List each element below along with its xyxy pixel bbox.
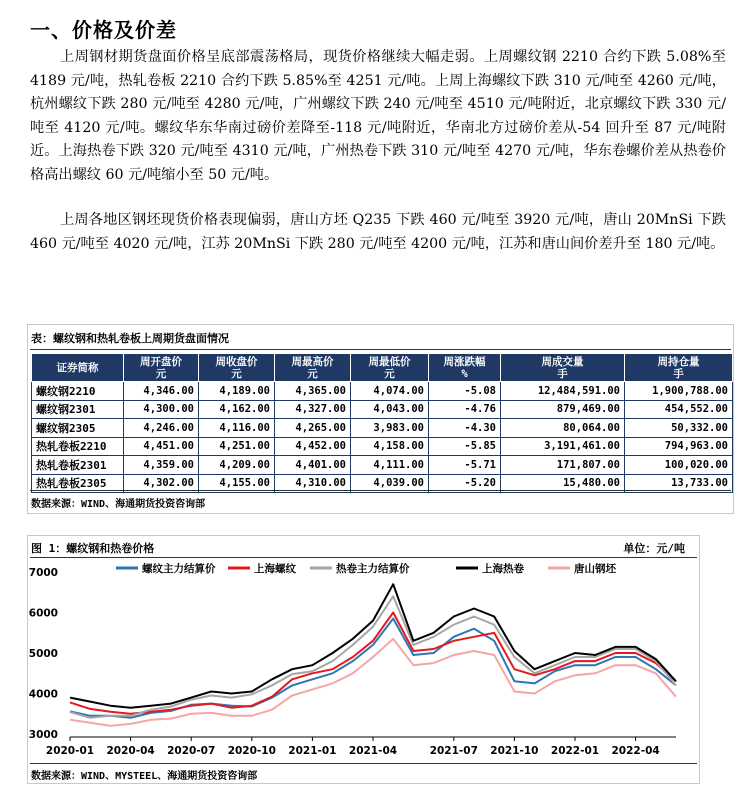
y-tick-label: 6000 (28, 607, 58, 620)
x-tick-label: 2020-10 (227, 745, 276, 757)
x-tick-label: 2021-07 (429, 745, 478, 757)
table-cell-value: 4,189.00 (199, 382, 275, 401)
table-body (32, 382, 733, 493)
table-header-cell (501, 354, 625, 382)
table-caption-rule (30, 349, 731, 350)
futures-table-block (27, 324, 734, 514)
section-title: 一、价格及价差 (30, 18, 177, 42)
price-chart-block (27, 535, 700, 784)
chart-caption: 图 1：螺纹钢和热卷价格 (31, 542, 155, 555)
table-cell-value: 13,733.00 (625, 474, 733, 493)
table-cell-value: 879,469.00 (501, 400, 625, 419)
y-tick-label: 3000 (28, 729, 58, 741)
paragraph-futures-summary: 上周钢材期货盘面价格呈底部震荡格局，现货价格继续大幅走弱。上周螺纹钢 2210 合约下跌 5.08%至 4189 元/吨，热轧卷板 2210 合约下跌 5.85%至 4251 元/吨。上周上海螺纹下跌 310 元/吨至 4260 元/吨，杭州螺纹下跌 280 元/吨至 4280 元/吨，广州螺纹下跌 240 元/吨至 4510 元/吨附近，北京螺纹下跌 330 元/吨至 4120 元/吨。螺纹华东华南过磅价差降至-118 元/吨附近，华南北方过磅价差从-54 回升至 87 元/吨附近。上海热卷下跌 320 元/吨至 4310 元/吨，广州热卷下跌 310 元/吨至 4270 元/吨，华东卷螺价差从热卷价格高出螺纹 60 元/吨缩小至 50 元/吨。 (30, 49, 726, 183)
table-cell-value: -5.85 (429, 437, 501, 456)
table-cell-value: -5.71 (429, 456, 501, 475)
x-tick-label: 2021-01 (288, 745, 337, 757)
x-tick-label: 2020-07 (167, 745, 216, 757)
table-cell-value: 4,300.00 (124, 400, 199, 419)
legend-label: 唐山钢坯 (574, 563, 616, 575)
chart-unit: 单位：元/吨 (623, 542, 685, 555)
table-cell-value: 4,452.00 (275, 437, 351, 456)
legend-label: 上海热卷 (482, 563, 524, 575)
legend-label: 上海螺纹 (254, 563, 296, 575)
table-cell-contract: 热轧卷板2301 (32, 456, 124, 475)
table-cell-value: 4,074.00 (351, 382, 429, 401)
table-caption: 表：螺纹钢和热轧卷板上周期货盘面情况 (31, 332, 229, 345)
table-cell-value: 4,111.00 (351, 456, 429, 475)
table-source-rule (30, 490, 731, 491)
series-line (70, 619, 676, 718)
table-cell-value: -5.08 (429, 382, 501, 401)
table-cell-value: 4,155.00 (199, 474, 275, 493)
table-header-name: 周收盘价 (215, 355, 258, 368)
table-header-name: 周持仓量 (657, 355, 700, 368)
table-header-unit: 元 (231, 367, 242, 380)
table-header-name: 周开盘价 (140, 355, 182, 368)
table-cell-value: 4,043.00 (351, 400, 429, 419)
table-cell-contract: 螺纹钢2305 (32, 419, 124, 438)
table-cell-value: 454,552.00 (625, 400, 733, 419)
table-cell-value: 4,365.00 (275, 382, 351, 401)
table-header-unit: 元 (307, 367, 318, 380)
table-header-unit: 元 (384, 367, 395, 380)
table-cell-value: -4.30 (429, 419, 501, 438)
legend-label: 螺纹主力结算价 (142, 563, 216, 575)
chart-source: 数据来源：WIND、MYSTEEL、海通期货投资咨询部 (31, 771, 258, 782)
table-cell-value: 4,251.00 (199, 437, 275, 456)
table-cell-value: 4,451.00 (124, 437, 199, 456)
legend-label: 热卷主力结算价 (336, 563, 410, 575)
table-header-row (32, 354, 733, 382)
table-header-unit: % (461, 367, 468, 380)
table-cell-value: 4,162.00 (199, 400, 275, 419)
table-cell-value: 15,480.00 (501, 474, 625, 493)
table-cell-value: 4,327.00 (275, 400, 351, 419)
table-cell-value: 100,020.00 (625, 456, 733, 475)
x-tick-label: 2021-04 (348, 745, 398, 757)
table-header-cell (625, 354, 733, 382)
x-tick-label: 2022-01 (550, 745, 600, 757)
table-cell-value: 4,401.00 (275, 456, 351, 475)
table-cell-value: 4,039.00 (351, 474, 429, 493)
table-header-cell (351, 354, 429, 382)
table-cell-value: 1,900,788.00 (625, 382, 733, 401)
table-header-name: 周涨跌幅 (443, 355, 486, 368)
table-header-name: 周成交量 (541, 355, 584, 368)
table-header-unit: 手 (557, 367, 568, 380)
table-cell-value: 4,116.00 (199, 419, 275, 438)
x-tick-label: 2020-01 (45, 745, 95, 757)
y-tick-label: 7000 (28, 567, 58, 579)
futures-table (31, 353, 733, 493)
table-cell-value: 4,209.00 (199, 456, 275, 475)
table-header-cell (199, 354, 275, 382)
y-tick-label: 5000 (28, 648, 58, 660)
paragraph-billet-summary: 上周各地区钢坯现货价格表现偏弱，唐山方坯 Q235 下跌 460 元/吨至 3920 元/吨，唐山 20MnSi 下跌 460 元/吨至 4020 元/吨，江苏 20MnSi 下跌 280 元/吨至 4200 元/吨，江苏和唐山间价差升至 180 元/吨。 (30, 212, 726, 252)
table-cell-contract: 热轧卷板2305 (32, 474, 124, 493)
table-cell-value: -4.76 (429, 400, 501, 419)
x-tick-label: 2020-04 (106, 745, 155, 757)
table-header-cell (124, 354, 199, 382)
table-header-name: 证券简称 (56, 361, 99, 374)
table-row (32, 456, 733, 475)
table-cell-value: 4,265.00 (275, 419, 351, 438)
table-row (32, 400, 733, 419)
table-cell-value: -5.20 (429, 474, 501, 493)
x-tick-label: 2021-10 (490, 745, 539, 757)
table-header-unit: 手 (673, 367, 684, 380)
table-header-cell (32, 354, 124, 382)
table-cell-value: 4,302.00 (124, 474, 199, 493)
table-cell-contract: 热轧卷板2210 (32, 437, 124, 456)
table-header-cell (429, 354, 501, 382)
table-header-unit: 元 (155, 367, 167, 380)
table-cell-value: 50,332.00 (625, 419, 733, 438)
y-tick-label: 4000 (28, 688, 58, 701)
table-cell-value: 4,246.00 (124, 419, 199, 438)
table-cell-value: 12,484,591.00 (501, 382, 625, 401)
table-header-cell (275, 354, 351, 382)
table-cell-value: 3,191,461.00 (501, 437, 625, 456)
table-cell-value: 794,963.00 (625, 437, 733, 456)
table-cell-value: 4,359.00 (124, 456, 199, 475)
table-row (32, 382, 733, 401)
table-header-name: 周最高价 (291, 355, 334, 368)
chart-source-rule (30, 763, 697, 764)
table-cell-contract: 螺纹钢2301 (32, 400, 124, 419)
x-tick-label: 2022-04 (611, 745, 660, 757)
table-row (32, 419, 733, 438)
table-cell-value: 171,807.00 (501, 456, 625, 475)
table-cell-contract: 螺纹钢2210 (32, 382, 124, 401)
table-cell-value: 4,310.00 (275, 474, 351, 493)
table-cell-value: 80,064.00 (501, 419, 625, 438)
table-row (32, 437, 733, 456)
table-cell-value: 4,158.00 (351, 437, 429, 456)
table-header-name: 周最低价 (368, 355, 411, 368)
price-line-chart (28, 558, 701, 762)
table-cell-value: 3,983.00 (351, 419, 429, 438)
table-cell-value: 4,346.00 (124, 382, 199, 401)
table-source: 数据来源：WIND、海通期货投资咨询部 (31, 499, 206, 510)
